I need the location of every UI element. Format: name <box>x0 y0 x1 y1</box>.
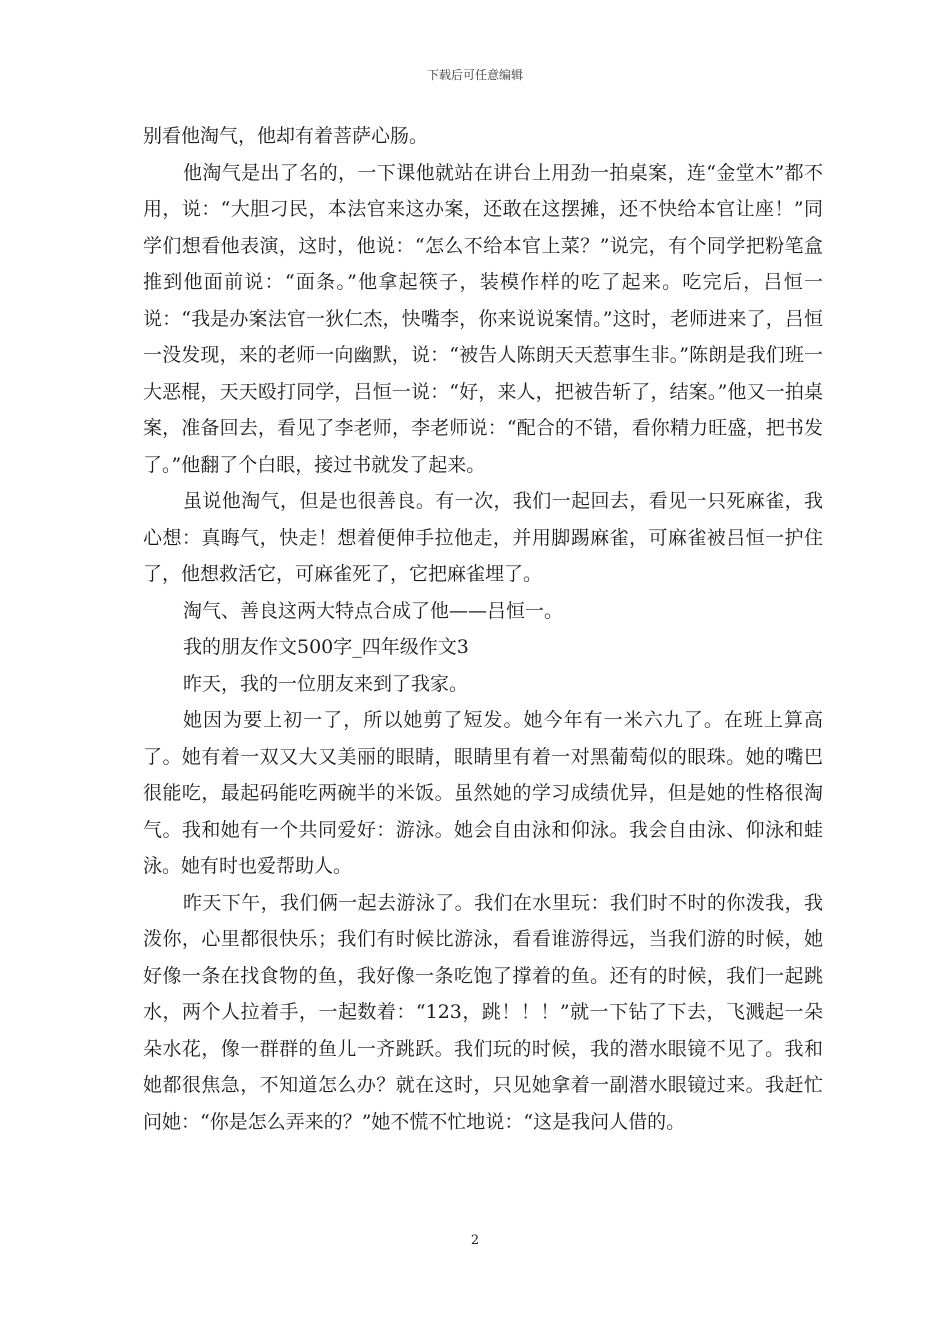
paragraph: 她因为要上初一了，所以她剪了短发。她今年有一米六九了。在班上算高了。她有着一双又大又美丽的眼睛，眼睛里有着一对黑葡萄似的眼珠。她的嘴巴很能吃，最起码能吃两碗半的米饭。虽然她的学习成绩优异，但是她的性格很淘气。我和她有一个共同爱好：游泳。她会自由泳和仰泳。我会自由泳、仰泳和蛙泳。她有时也爱帮助人。 <box>143 709 823 877</box>
paragraph: 淘气、善良这两大特点合成了他——吕恒一。 <box>183 599 564 622</box>
page-header: 下载后可任意编辑 <box>426 68 523 82</box>
document-body <box>143 118 823 1140</box>
paragraph: 别看他淘气，他却有着菩萨心肠。 <box>143 125 429 147</box>
paragraph: 昨天，我的一位朋友来到了我家。 <box>183 672 469 695</box>
paragraph: 虽说他淘气，但是也很善良。有一次，我们一起回去，看见一只死麻雀，我心想：真晦气，快走！想着便伸手拉他走，并用脚踢麻雀，可麻雀被吕恒一护住了，他想救活它，可麻雀死了，它把麻雀埋了。 <box>143 490 823 585</box>
paragraph: 昨天下午，我们俩一起去游泳了。我们在水里玩：我们时不时的你泼我，我泼你，心里都很快乐；我们有时候比游泳，看看谁游得远，当我们游的时候，她好像一条在找食物的鱼，我好像一条吃饱了撑着的鱼。还有的时候，我们一起跳水，两个人拉着手，一起数着：“123，跳！！！”就一下钻了下去，飞溅起一朵朵水花，像一群群的鱼儿一齐跳跃。我们玩的时候，我的潜水眼镜不见了。我和她都很焦急，不知道怎么办？就在这时，只见她拿着一副潜水眼镜过来。我赶忙问她：“你是怎么弄来的？”她不慌不忙地说：“这是我问人借的。 <box>143 891 823 1133</box>
page-number: 2 <box>470 1233 480 1248</box>
paragraph: 他淘气是出了名的，一下课他就站在讲台上用劲一拍桌案，连“金堂木”都不用，说：“大胆刁民，本法官来这办案，还敢在这摆摊，还不快给本官让座！”同学们想看他表演，这时，他说：“怎么不给本官上菜？”说完，有个同学把粉笔盒推到他面前说：“面条。”他拿起筷子，装模作样的吃了起来。吃完后，吕恒一说：“我是办案法官一狄仁杰，快嘴李，你来说说案情。”这时，老师进来了，吕恒一没发现，来的老师一向幽默，说：“被告人陈朗天天惹事生非。”陈朗是我们班一大恶棍，天天殴打同学，吕恒一说：“好，来人，把被告斩了，结案。”他又一拍桌案，准备回去，看见了李老师，李老师说：“配合的不错，看你精力旺盛，把书发了。”他翻了个白眼，接过书就发了起来。 <box>143 161 823 476</box>
section-title: 我的朋友作文500字_四年级作文3 <box>183 636 469 658</box>
